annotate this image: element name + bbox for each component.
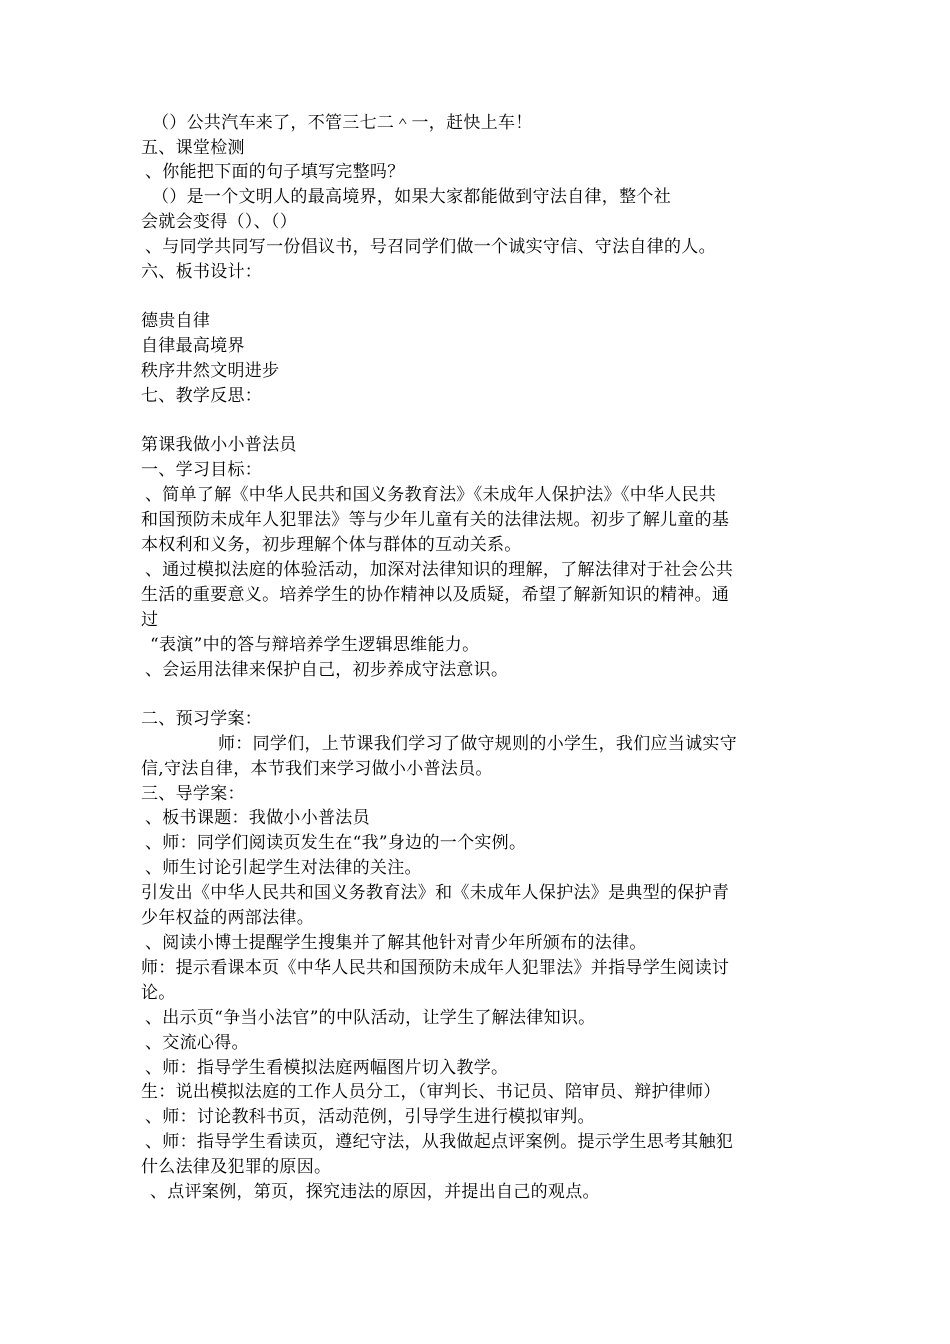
section-heading: 七、教学反思： — [141, 386, 263, 406]
text-line: 论。 — [141, 983, 176, 1003]
board-line: 德贵自律 — [141, 311, 211, 331]
text-line: 、阅读小博士提醒学生搜集并了解其他针对青少年所颁布的法律。 — [145, 933, 647, 953]
section-heading: 六、板书设计： — [141, 262, 263, 282]
text-line: （）是一个文明人的最高境界，如果大家都能做到守法自律，整个社 — [152, 187, 671, 207]
text-line: 少年权益的两部法律。 — [141, 908, 314, 928]
text-line: 本权利和义务，初步理解个体与群体的互动关系。 — [141, 535, 522, 555]
text-line: 、出示页“争当小法官”的中队活动，让学生了解法律知识。 — [145, 1008, 596, 1028]
text-line: 师：提示看课本页《中华人民共和国预防未成年人犯罪法》并指导学生阅读讨 — [141, 958, 730, 978]
text-line: 、师生讨论引起学生对法律的关注。 — [145, 858, 422, 878]
text-line: 、交流心得。 — [145, 1033, 249, 1053]
text-line: 、与同学共同写一份倡议书，号召同学们做一个诚实守信、守法自律的人。 — [145, 237, 716, 257]
text-line: 、板书课题：我做小小普法员 — [145, 808, 370, 828]
lesson-title: 第课我做小小普法员 — [141, 435, 297, 455]
section-heading: 三、导学案： — [141, 784, 245, 804]
text-line: 、师：指导学生看读页，遵纪守法，从我做起点评案例。提示学生思考其触犯 — [145, 1132, 734, 1152]
text-line: “表演”中的答与辩培养学生逻辑思维能力。 — [150, 635, 480, 655]
text-line: 师：同学们，上节课我们学习了做守规则的小学生，我们应当诚实守 — [218, 734, 737, 754]
section-heading: 一、学习目标： — [141, 460, 263, 480]
text-line: 生活的重要意义。培养学生的协作精神以及质疑，希望了解新知识的精神。通 — [141, 585, 730, 605]
text-line: 过 — [141, 610, 159, 630]
text-line: （）公共汽车来了，不管三七二＾一，赶快上车！ — [152, 113, 533, 133]
text-line: 生：说出模拟法庭的工作人员分工，（审判长、书记员、陪审员、辩护律师） — [141, 1082, 721, 1102]
text-line: 和国预防未成年人犯罪法》等与少年儿童有关的法律法规。初步了解儿童的基 — [141, 510, 730, 530]
text-line: 、点评案例，第页，探究违法的原因，并提出自己的观点。 — [150, 1182, 600, 1202]
board-line: 秩序井然文明进步 — [141, 361, 280, 381]
text-line: 、通过模拟法庭的体验活动，加深对法律知识的理解，了解法律对于社会公共 — [145, 560, 734, 580]
text-line: 、师：讨论教科书页，活动范例，引导学生进行模拟审判。 — [145, 1107, 595, 1127]
section-heading: 五、课堂检测 — [141, 138, 245, 158]
text-line: 会就会变得（）、（） — [141, 212, 297, 232]
text-line: 、会运用法律来保护自己，初步养成守法意识。 — [145, 660, 509, 680]
text-line: 信,守法自律，本节我们来学习做小小普法员。 — [141, 759, 493, 779]
board-line: 自律最高境界 — [141, 336, 245, 356]
text-line: 、师：同学们阅读页发生在“我”身边的一个实例。 — [145, 833, 527, 853]
text-line: 引发出《中华人民共和国义务教育法》和《未成年人保护法》是典型的保护青 — [141, 883, 730, 903]
text-line: 、你能把下面的句子填写完整吗？ — [145, 162, 405, 182]
text-line: 什么法律及犯罪的原因。 — [141, 1157, 332, 1177]
text-line: 、简单了解《中华人民共和国义务教育法》《未成年人保护法》《中华人民共 — [145, 485, 717, 505]
text-line: 、师：指导学生看模拟法庭两幅图片切入教学。 — [145, 1058, 509, 1078]
section-heading: 二、预习学案： — [141, 709, 263, 729]
